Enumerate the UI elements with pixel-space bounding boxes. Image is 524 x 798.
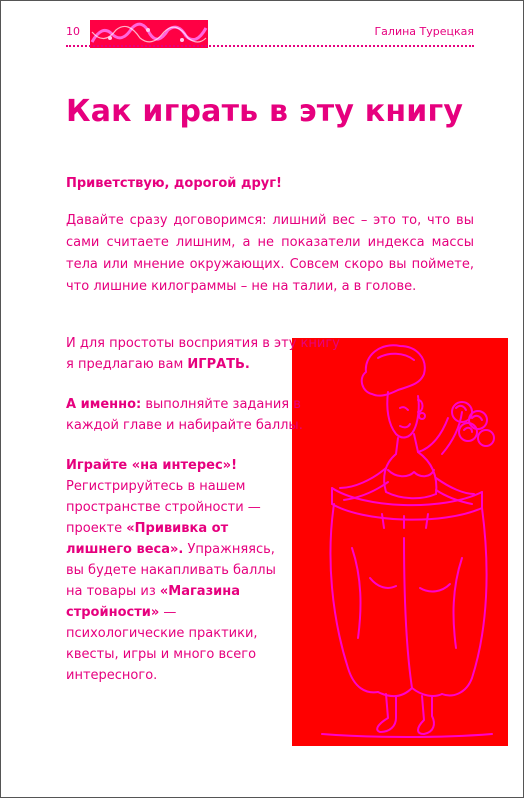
header-ornament xyxy=(90,20,208,48)
interest-text-1: Регистрируйтесь в нашем пространстве стройности — проекте xyxy=(66,479,261,536)
namely-emphasis: А именно: xyxy=(66,397,142,412)
interest-text-2: Упражняясь, вы будете накапливать баллы на товары из xyxy=(66,542,276,599)
interest-text-3: — психологические практики, квесты, игры и много всего интересного. xyxy=(66,605,258,683)
intro-paragraph: Давайте сразу договоримся: лишний вес – это то, что вы сами считаете лишним, а не показатели индекса массы тела или мнение окружающих. Совсем скоро вы поймете, что лишние килограммы – не на талии, а в голове. xyxy=(66,213,474,294)
play-paragraph xyxy=(66,333,346,375)
project-name: «Прививка от лишнего веса». xyxy=(66,521,229,557)
play-text: И для простоты восприятия в эту книгу я предлагаю вам xyxy=(66,336,340,372)
play-emphasis: ИГРАТЬ. xyxy=(187,357,250,372)
author-name: Галина Турецкая xyxy=(374,25,474,38)
page-number: 10 xyxy=(66,25,80,38)
page-title: Как играть в эту книгу xyxy=(66,94,464,129)
interest-emphasis: Играйте «на интерес»! xyxy=(66,458,238,473)
shop-name: «Магазина стройности» xyxy=(66,584,240,620)
namely-paragraph xyxy=(66,394,306,436)
namely-text: выполняйте задания в каждой главе и набирайте баллы. xyxy=(66,397,303,433)
page-header xyxy=(66,20,474,48)
interest-paragraph xyxy=(66,455,296,686)
header-divider xyxy=(66,45,474,47)
greeting: Приветствую, дорогой друг! xyxy=(66,176,282,191)
woman-illustration xyxy=(292,338,508,746)
